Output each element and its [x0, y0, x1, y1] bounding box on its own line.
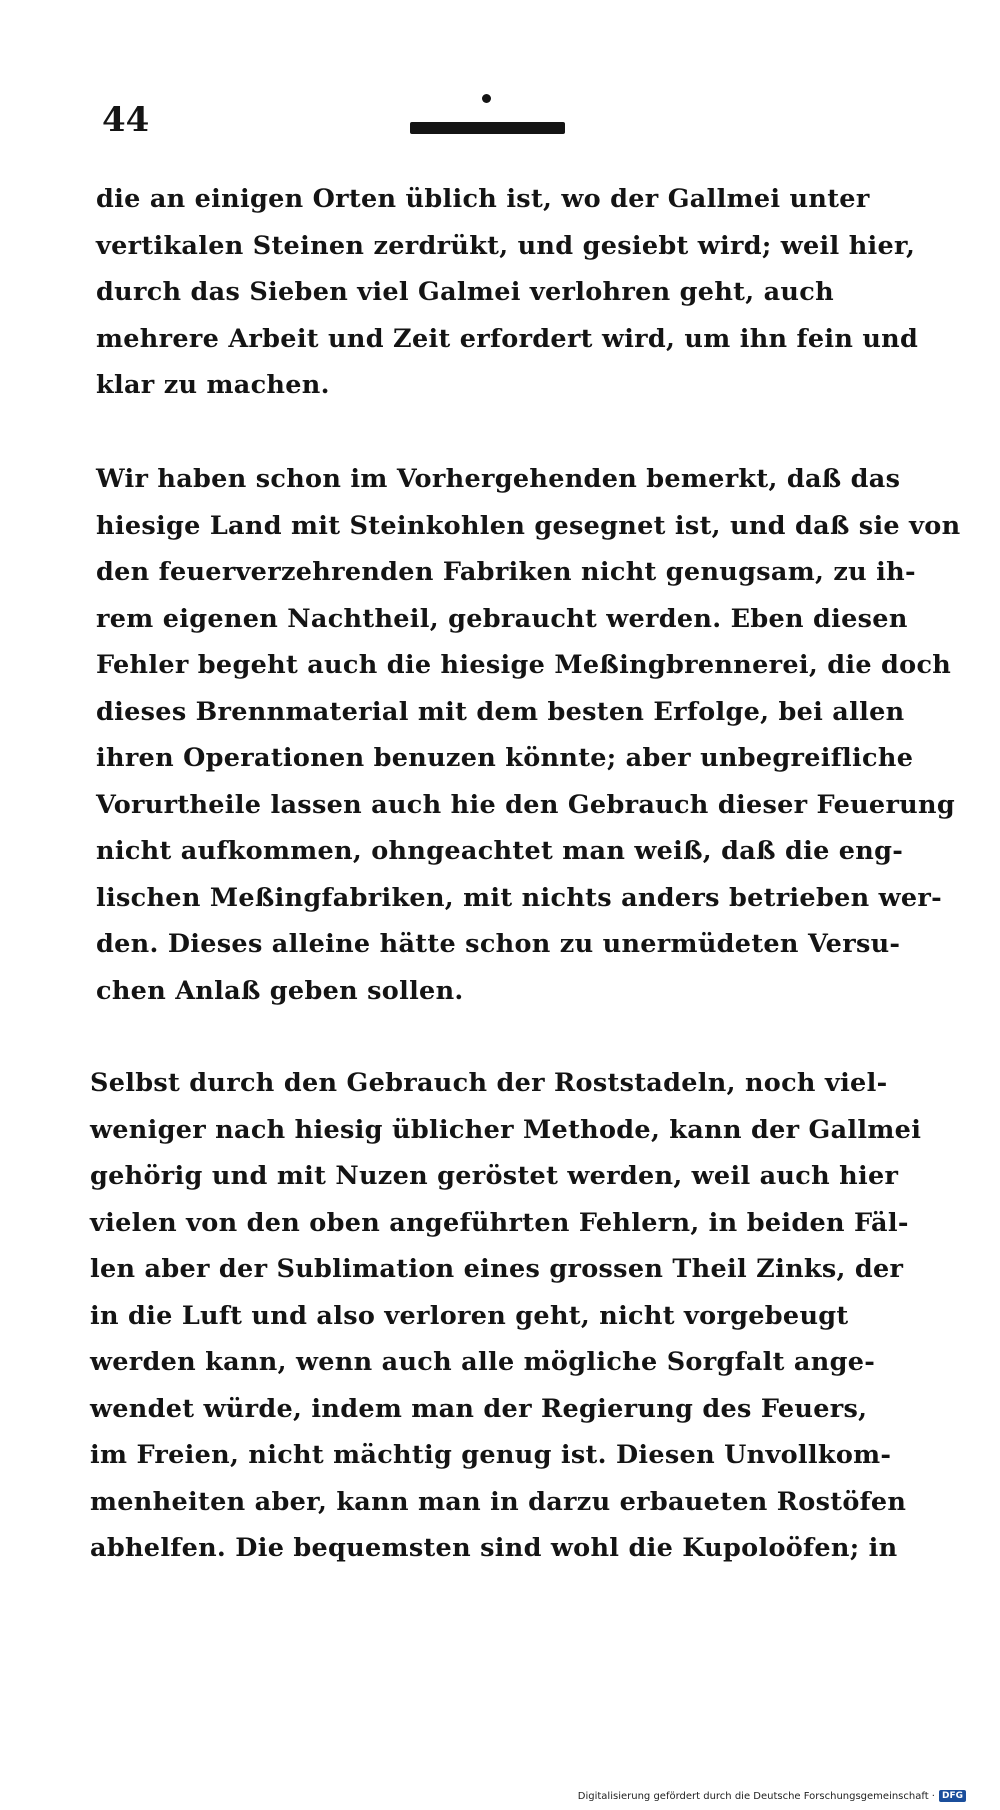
- text-line: in die Luft und also verloren geht, nicht vorgebeugt: [90, 1300, 849, 1331]
- paragraph-1: [96, 176, 919, 409]
- text-line: nicht aufkommen, ohngeachtet man weiß, daß die eng-: [96, 836, 904, 866]
- text-line: dieses Brennmaterial mit dem besten Erfolge, bei allen: [96, 696, 905, 727]
- header-rule: [410, 122, 565, 134]
- text-line: vielen von den oben angeführten Fehlern, in beiden Fäl-: [90, 1207, 909, 1238]
- text-line: rem eigenen Nachtheil, gebraucht werden. Eben diesen: [96, 603, 908, 634]
- text-line: len aber der Sublimation eines grossen Theil Zinks, der: [90, 1254, 904, 1284]
- text-line: den feuerverzehrenden Fabriken nicht genugsam, zu ih-: [96, 557, 916, 587]
- text-line: durch das Sieben viel Galmei verlohren geht, auch: [96, 277, 834, 307]
- text-line: Selbst durch den Gebrauch der Roststadeln, noch viel-: [90, 1068, 888, 1098]
- text-line: klar zu machen.: [96, 370, 330, 400]
- text-line: vertikalen Steinen zerdrükt, und gesiebt wird; weil hier,: [96, 230, 916, 261]
- dfg-logo: DFG: [939, 1790, 966, 1802]
- text-line: ihren Operationen benuzen könnte; aber unbegreifliche: [96, 743, 914, 773]
- text-line: hiesige Land mit Steinkohlen gesegnet ist, und daß sie von: [96, 510, 961, 541]
- text-line: werden kann, wenn auch alle mögliche Sorgfalt ange-: [90, 1347, 876, 1377]
- text-line: im Freien, nicht mächtig genug ist. Diesen Unvollkom-: [90, 1440, 892, 1470]
- text-line: die an einigen Orten üblich ist, wo der Gallmei unter: [96, 184, 870, 214]
- text-line: mehrere Arbeit und Zeit erfordert wird, um ihn fein und: [96, 323, 919, 354]
- footer-credit-text: Digitalisierung gefördert durch die Deutsche Forschungsgemeinschaft ·: [577, 1790, 935, 1802]
- text-line: den. Dieses alleine hätte schon zu unermüdeten Versu-: [96, 929, 901, 959]
- header-dot: [482, 94, 491, 103]
- paragraph-2: [96, 456, 961, 1014]
- text-line: Vorurtheile lassen auch hie den Gebrauch dieser Feuerung: [96, 789, 955, 820]
- text-line: weniger nach hiesig üblicher Methode, kann der Gallmei: [90, 1114, 922, 1145]
- text-line: abhelfen. Die bequemsten sind wohl die Kupoloöfen; in: [90, 1533, 898, 1563]
- text-line: lischen Meßingfabriken, mit nichts anders betrieben wer-: [96, 882, 943, 913]
- text-line: wendet würde, indem man der Regierung des Feuers,: [90, 1393, 868, 1424]
- page-number: 44: [102, 100, 150, 140]
- paragraph-3: [90, 1060, 922, 1572]
- text-line: Wir haben schon im Vorhergehenden bemerkt, daß das: [96, 464, 901, 494]
- footer-credit: [578, 1790, 966, 1802]
- text-line: gehörig und mit Nuzen geröstet werden, weil auch hier: [90, 1161, 899, 1191]
- text-line: chen Anlaß geben sollen.: [96, 975, 464, 1006]
- text-line: menheiten aber, kann man in darzu erbaueten Rostöfen: [90, 1486, 907, 1517]
- text-line: Fehler begeht auch die hiesige Meßingbrennerei, die doch: [96, 650, 952, 680]
